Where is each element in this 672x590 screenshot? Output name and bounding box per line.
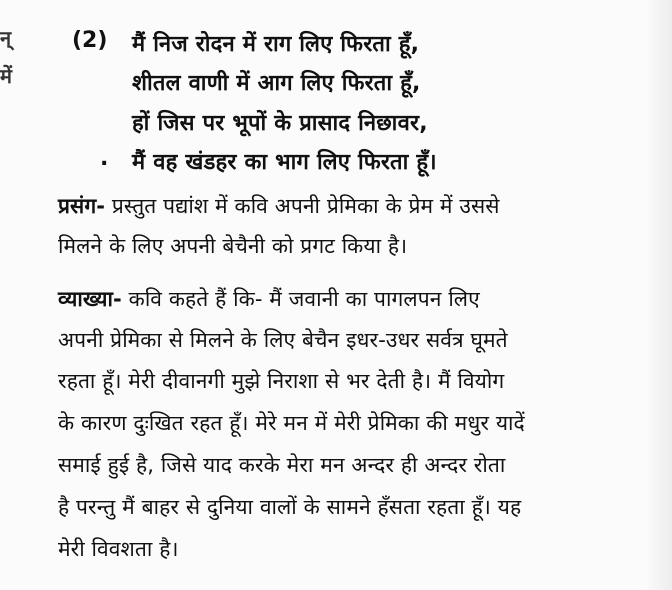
verse-line-4: मैं वह खंडहर का भाग लिए फिरता हूँ। [132, 150, 437, 175]
vyakhya-line-7: मेरी विवशता है। [58, 537, 179, 561]
page-edge-shadow [646, 0, 672, 590]
verse-number: (2) [72, 28, 108, 53]
left-margin-fragment-1: न् [0, 26, 12, 50]
left-margin-fragment-2: में [0, 64, 12, 88]
vyakhya-line-4: के कारण दुःखित रहत हूँ। मेरे मन में मेरी प्रेमिका की मधुर यादें [58, 411, 525, 435]
verse-line-3: हों जिस पर भूपों के प्रासाद निछावर, [132, 111, 428, 136]
vyakhya-line-6: है परन्तु मैं बाहर से दुनिया वालों के सामने हँसता रहता हूँ। यह [58, 495, 522, 519]
vyakhya-text-1: कवि कहते हैं कि- मैं जवानी का पागलपन लिए [128, 287, 480, 311]
vyakhya-line-1 [58, 285, 480, 313]
vyakhya-line-3: रहता हूँ। मेरी दीवानगी मुझे निराशा से भर देती है। मैं वियोग [58, 369, 505, 393]
verse-line-4-dot: . [100, 146, 109, 171]
vyakhya-line-5: समाई हुई है, जिसे याद करके मेरा मन अन्दर ही अन्दर रोता [58, 453, 506, 477]
vyakhya-line-2: अपनी प्रेमिका से मिलने के लिए बेचैन इधर-उधर सर्वत्र घूमते [58, 328, 508, 352]
vyakhya-label: व्याख्या- [58, 287, 122, 311]
prasang-line-1 [58, 192, 500, 220]
prasang-line-2: मिलने के लिए अपनी बेचैनी को प्रगट किया है। [58, 234, 408, 258]
verse-line-2: शीतल वाणी में आग लिए फिरता हूँ, [132, 71, 421, 96]
prasang-text-1: प्रस्तुत पद्यांश में कवि अपनी प्रेमिका के प्रेम में उससे [111, 194, 500, 218]
prasang-label: प्रसंग- [58, 194, 106, 218]
verse-line-1: मैं निज रोदन में राग लिए फिरता हूँ, [132, 32, 420, 57]
